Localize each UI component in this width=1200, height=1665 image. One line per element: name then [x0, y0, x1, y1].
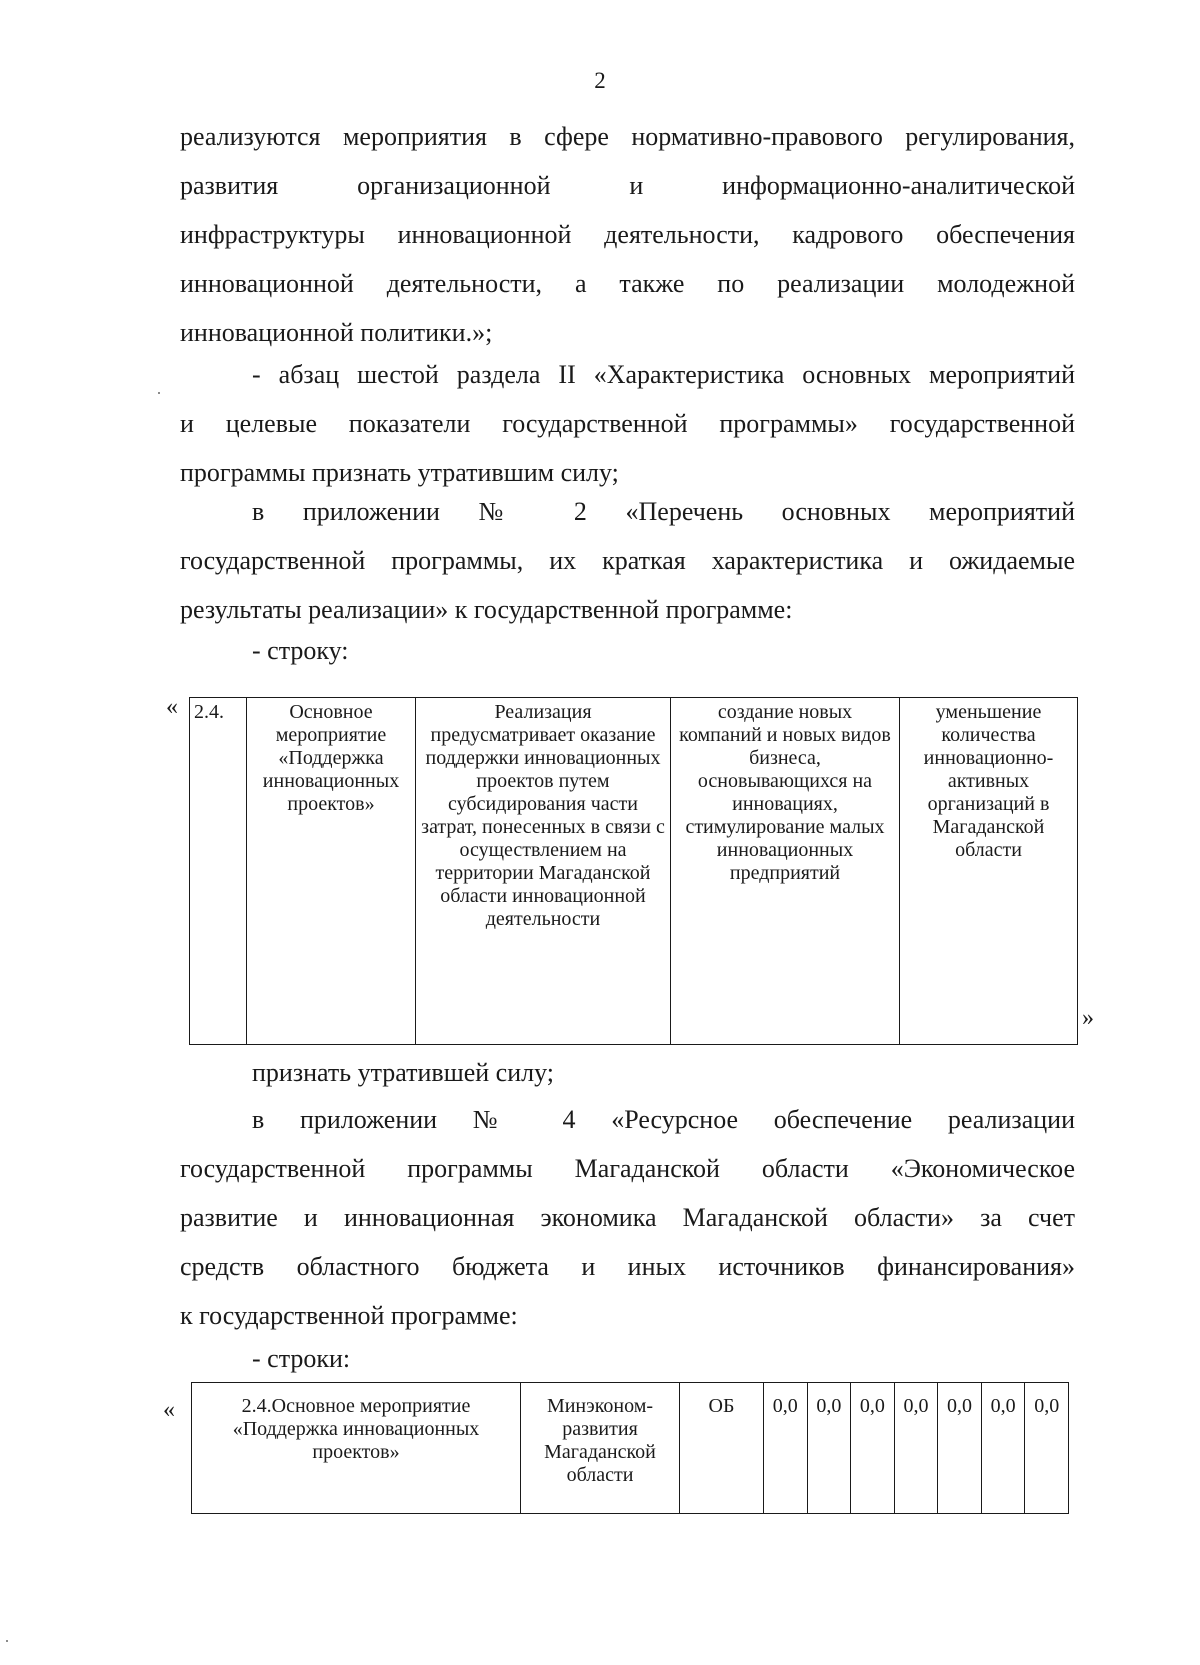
text-line: государственной программы Магаданской области «Экономическое	[180, 1154, 1075, 1183]
cell-value: 0,0	[851, 1383, 895, 1514]
page-number: 2	[594, 68, 606, 93]
cell-activity-name: Основное мероприятие «Поддержка инновационных проектов»	[247, 698, 416, 1045]
text-line: в приложении № 2 «Перечень основных мероприятий	[252, 497, 1075, 526]
cell-source: ОБ	[680, 1383, 764, 1514]
open-quote: «	[166, 694, 178, 720]
cell-value: 0,0	[894, 1383, 938, 1514]
paragraph-priznat: признать утратившей силу;	[252, 1058, 554, 1087]
text-line: инновационной деятельности, а также по реализации молодежной	[180, 269, 1075, 298]
text-line: и целевые показатели государственной программы» государственной	[180, 409, 1075, 438]
table-row	[192, 1383, 1069, 1514]
text-line: средств областного бюджета и иных источников финансирования»	[180, 1252, 1075, 1281]
paragraph-2	[180, 350, 1075, 497]
paragraph-stroku: - строку:	[252, 636, 349, 665]
text-line: государственной программы, их краткая характеристика и ожидаемые	[180, 546, 1075, 575]
scan-speck	[6, 1640, 8, 1642]
cell-value: 0,0	[981, 1383, 1025, 1514]
text-line: развития организационной и информационно-аналитической	[180, 171, 1075, 200]
cell-activity-name: 2.4.Основное мероприятие «Поддержка инновационных проектов»	[192, 1383, 521, 1514]
text-line: развитие и инновационная экономика Магаданской области» за счет	[180, 1203, 1075, 1232]
cell-number: 2.4.	[190, 698, 247, 1045]
text-line: инфраструктуры инновационной деятельности, кадрового обеспечения	[180, 220, 1075, 249]
cell-value: 0,0	[938, 1383, 982, 1514]
text-line: результаты реализации» к государственной программе:	[180, 595, 793, 624]
cell-consequence: уменьшение количества инновационно-активных организаций в Магаданской области	[900, 698, 1078, 1045]
scan-speck	[158, 392, 160, 394]
text-line: инновационной политики.»;	[180, 318, 493, 347]
text-line: реализуются мероприятия в сфере нормативно-правового регулирования,	[180, 122, 1075, 151]
table-row	[190, 698, 1078, 1045]
paragraph-3	[180, 487, 1075, 634]
paragraph-1	[180, 112, 1075, 357]
cell-value: 0,0	[1025, 1383, 1069, 1514]
table-resource-provision	[191, 1382, 1069, 1514]
paragraph-stroki: - строки:	[252, 1344, 351, 1373]
cell-value: 0,0	[807, 1383, 851, 1514]
cell-expected-result: создание новых компаний и новых видов бизнеса, основывающихся на инновациях, стимулирование малых инновационных предприятий	[671, 698, 900, 1045]
cell-description: Реализация предусматривает оказание поддержки инновационных проектов путем субсидирования части затрат, понесенных в связи с осуществлением на территории Магаданской области инновационной деятельности	[416, 698, 671, 1045]
text-line: к государственной программе:	[180, 1301, 518, 1330]
text-line: в приложении № 4 «Ресурсное обеспечение реализации	[252, 1105, 1075, 1134]
cell-executor: Минэконом-развития Магаданской области	[521, 1383, 680, 1514]
table-activity-list	[189, 697, 1078, 1045]
text-line: - абзац шестой раздела II «Характеристика основных мероприятий	[252, 360, 1075, 389]
text-line: программы признать утратившим силу;	[180, 458, 619, 487]
cell-value: 0,0	[764, 1383, 808, 1514]
paragraph-6	[180, 1095, 1075, 1340]
open-quote: «	[163, 1397, 175, 1423]
close-quote: »	[1082, 1005, 1094, 1031]
